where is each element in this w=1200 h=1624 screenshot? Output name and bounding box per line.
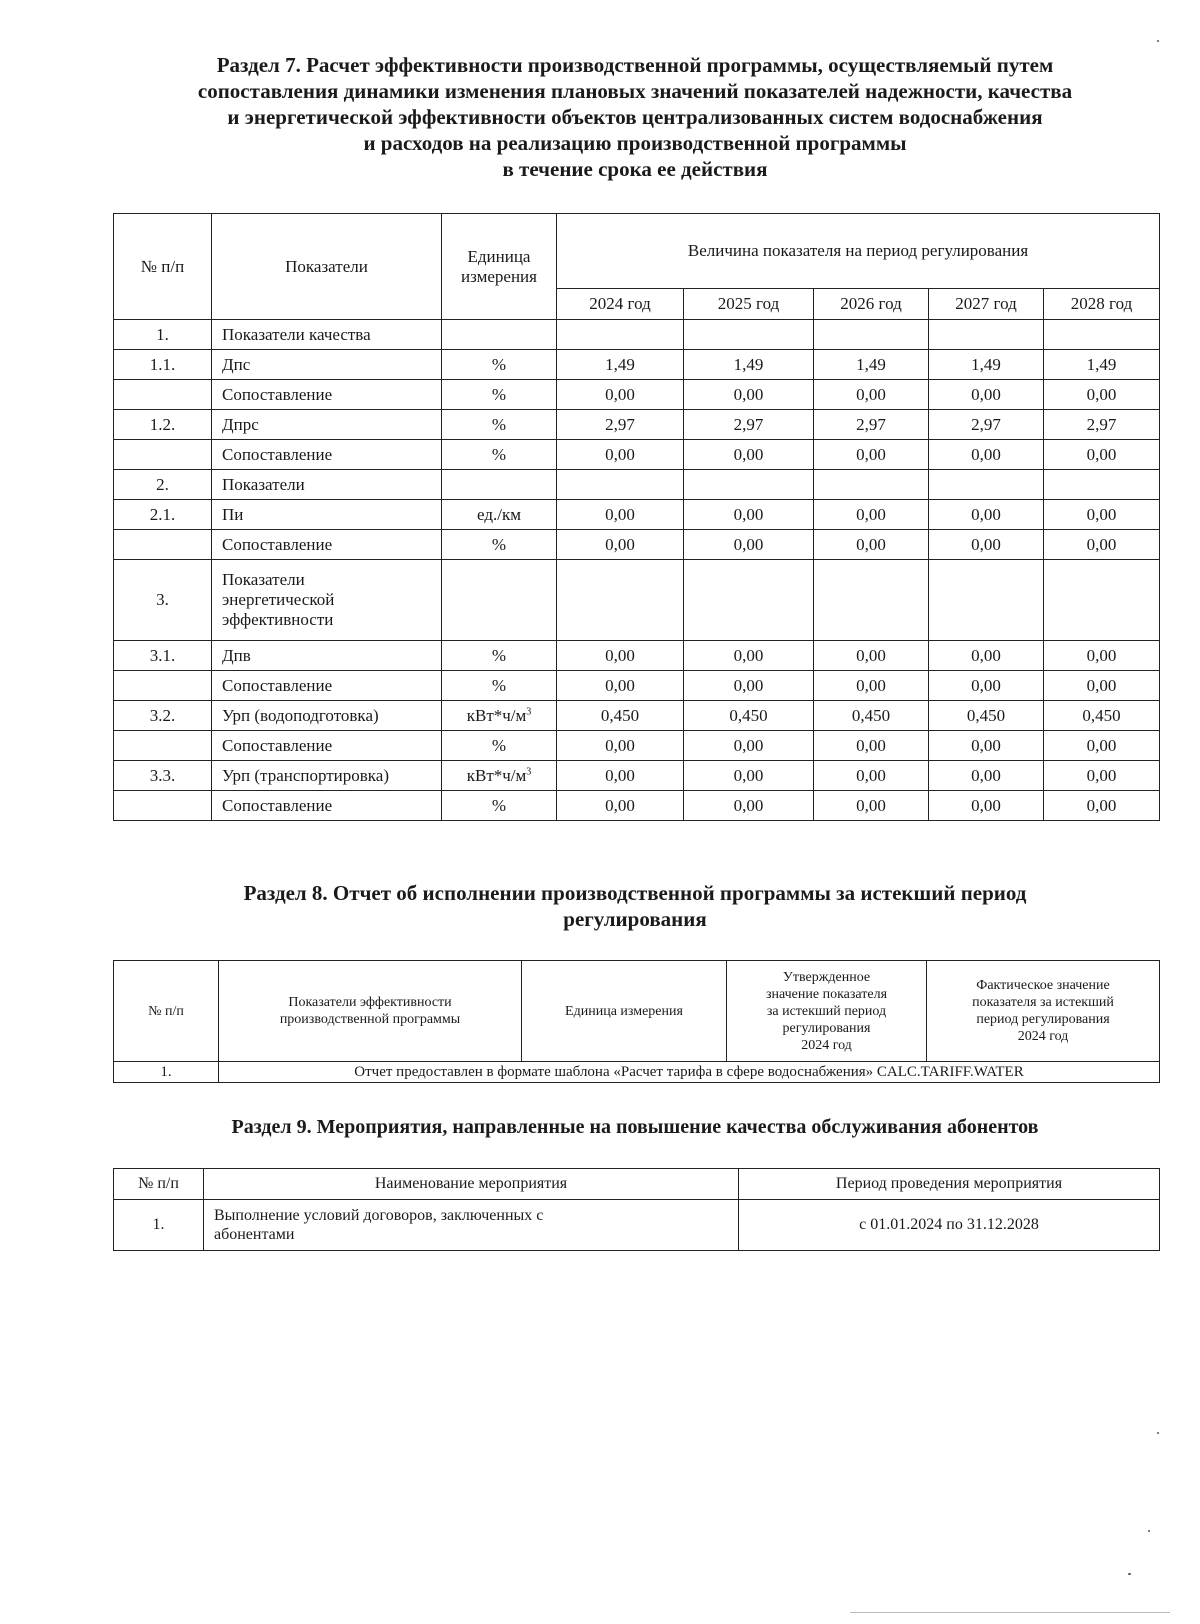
row-value	[1044, 560, 1160, 641]
row-indicator: Урп (водоподготовка)	[212, 701, 442, 731]
row-value: 0,00	[557, 761, 684, 791]
row-value: 0,00	[814, 500, 929, 530]
row-value: 2,97	[929, 410, 1044, 440]
row-num: 3.2.	[114, 701, 212, 731]
row-value: 1,49	[684, 350, 814, 380]
row-value	[929, 320, 1044, 350]
header-indicator: Показатели	[212, 214, 442, 320]
row-indicator-line: энергетической	[222, 590, 335, 609]
header-line: регулирования	[782, 1020, 871, 1036]
efficiency-table-body	[114, 320, 1160, 821]
table-row	[114, 470, 1160, 500]
row-value	[1044, 320, 1160, 350]
row-value	[557, 320, 684, 350]
table-header-row	[114, 1169, 1160, 1200]
row-value: 0,00	[814, 671, 929, 701]
table-row	[114, 410, 1160, 440]
row-value: 0,00	[929, 791, 1044, 821]
row-indicator: Дпс	[212, 350, 442, 380]
row-unit	[442, 560, 557, 641]
table-row	[114, 701, 1160, 731]
row-value: 0,450	[684, 701, 814, 731]
row-value: 1,49	[557, 350, 684, 380]
row-indicator	[212, 560, 442, 641]
header-line: Утвержденное	[782, 969, 871, 985]
row-indicator: Сопоставление	[212, 731, 442, 761]
row-value: 0,00	[929, 440, 1044, 470]
row-value: 0,00	[684, 440, 814, 470]
header-num: № п/п	[114, 214, 212, 320]
table-row	[114, 350, 1160, 380]
row-num	[114, 440, 212, 470]
row-unit: %	[442, 791, 557, 821]
row-value: 0,00	[684, 671, 814, 701]
row-num: 3.1.	[114, 641, 212, 671]
header-num: № п/п	[114, 1169, 204, 1200]
row-value: 0,00	[1044, 530, 1160, 560]
row-indicator: Пи	[212, 500, 442, 530]
section7-title-line: в течение срока ее действия	[502, 157, 768, 181]
table-row	[114, 500, 1160, 530]
section8-title-line: регулирования	[563, 907, 707, 931]
row-value: 0,00	[1044, 440, 1160, 470]
scan-speck	[1128, 1573, 1131, 1575]
row-value: 0,00	[814, 641, 929, 671]
row-value: 0,450	[929, 701, 1044, 731]
row-unit: %	[442, 380, 557, 410]
header-num: № п/п	[114, 961, 219, 1062]
row-value: 0,00	[1044, 671, 1160, 701]
header-year: 2024 год	[557, 289, 684, 320]
row-value: 0,00	[814, 380, 929, 410]
row-value: 0,00	[929, 671, 1044, 701]
row-value	[684, 560, 814, 641]
section9-title-line: Раздел 9. Мероприятия, направленные на повышение качества обслуживания абонентов	[231, 1116, 1039, 1138]
row-unit	[442, 470, 557, 500]
row-unit	[442, 320, 557, 350]
row-value: 2,97	[557, 410, 684, 440]
row-value: 0,450	[814, 701, 929, 731]
row-value: 0,00	[814, 761, 929, 791]
row-value: 0,00	[929, 731, 1044, 761]
row-num	[114, 671, 212, 701]
section7-title-line: и расходов на реализацию производственной программы	[363, 131, 907, 155]
row-value: 1,49	[814, 350, 929, 380]
row-value: 0,00	[557, 530, 684, 560]
row-num	[114, 380, 212, 410]
header-line: значение показателя	[765, 986, 888, 1002]
row-unit: %	[442, 410, 557, 440]
row-indicator: Дпв	[212, 641, 442, 671]
row-unit: %	[442, 671, 557, 701]
header-period: Величина показателя на период регулирования	[557, 214, 1160, 289]
row-num	[114, 791, 212, 821]
row-value: 0,00	[1044, 380, 1160, 410]
row-num: 1.1.	[114, 350, 212, 380]
row-value: 0,00	[1044, 641, 1160, 671]
row-value: 0,450	[1044, 701, 1160, 731]
row-num	[114, 731, 212, 761]
table-row	[114, 1200, 1160, 1251]
section7-title-line: сопоставления динамики изменения плановых значений показателей надежности, качества	[197, 79, 1073, 103]
row-value: 0,00	[814, 440, 929, 470]
row-value: 0,00	[929, 761, 1044, 791]
scan-edge-line	[850, 1612, 1170, 1613]
row-value: 0,450	[557, 701, 684, 731]
section8-title	[110, 880, 1160, 932]
row-indicator: Сопоставление	[212, 530, 442, 560]
row-value	[929, 470, 1044, 500]
row-value: 2,97	[1044, 410, 1160, 440]
row-value	[684, 470, 814, 500]
row-indicator: Урп (транспортировка)	[212, 761, 442, 791]
row-indicator: Показатели	[212, 470, 442, 500]
row-value: 0,00	[557, 641, 684, 671]
row-value: 0,00	[557, 440, 684, 470]
section7-title-line: Раздел 7. Расчет эффективности производственной программы, осуществляемый путем	[216, 53, 1054, 77]
row-indicator: Сопоставление	[212, 440, 442, 470]
row-num: 2.	[114, 470, 212, 500]
row-value: 0,00	[929, 530, 1044, 560]
table-row	[114, 380, 1160, 410]
row-num	[114, 530, 212, 560]
section7-title-line: и энергетической эффективности объектов централизованных систем водоснабжения	[227, 105, 1043, 129]
row-value: 0,00	[557, 671, 684, 701]
row-value: 0,00	[929, 500, 1044, 530]
section9-title	[110, 1114, 1160, 1140]
measure-name-line: Выполнение условий договоров, заключенных с	[214, 1207, 544, 1224]
row-num: 2.1.	[114, 500, 212, 530]
section7-title	[110, 52, 1160, 182]
row-num: 1.	[114, 1062, 219, 1083]
header-line: производственной программы	[279, 1012, 461, 1027]
row-indicator: Дпрс	[212, 410, 442, 440]
table-row	[114, 320, 1160, 350]
row-value: 0,00	[684, 500, 814, 530]
measures-table	[113, 1168, 1160, 1251]
row-value: 0,00	[684, 731, 814, 761]
measure-period: с 01.01.2024 по 31.12.2028	[739, 1200, 1160, 1251]
header-line: Фактическое значение	[976, 978, 1110, 993]
row-unit	[442, 761, 557, 791]
row-unit: %	[442, 440, 557, 470]
scan-speck	[1157, 1432, 1159, 1434]
row-num: 1.	[114, 320, 212, 350]
scan-speck	[1157, 40, 1159, 42]
row-value	[684, 320, 814, 350]
table-header-row	[114, 214, 1160, 289]
row-unit: %	[442, 530, 557, 560]
header-year: 2028 год	[1044, 289, 1160, 320]
row-value: 0,00	[684, 761, 814, 791]
row-num: 1.2.	[114, 410, 212, 440]
row-unit: ед./км	[442, 500, 557, 530]
row-value: 0,00	[684, 791, 814, 821]
header-year: 2025 год	[684, 289, 814, 320]
header-line: период регулирования	[976, 1012, 1110, 1027]
header-period: Период проведения мероприятия	[739, 1169, 1160, 1200]
header-line: показателя за истекший	[972, 995, 1114, 1010]
row-value: 1,49	[929, 350, 1044, 380]
table-row	[114, 1062, 1160, 1083]
header-line: 2024 год	[1017, 1029, 1069, 1044]
header-unit: Единица измерения	[442, 214, 557, 320]
row-value: 0,00	[814, 791, 929, 821]
row-value: 0,00	[557, 380, 684, 410]
row-num: 3.	[114, 560, 212, 641]
row-num: 1.	[114, 1200, 204, 1251]
row-unit-base: кВт*ч/м	[466, 705, 527, 725]
row-value: 0,00	[684, 530, 814, 560]
header-line: Показатели эффективности	[288, 995, 452, 1010]
header-actual	[927, 961, 1160, 1062]
row-num: 3.3.	[114, 761, 212, 791]
table-row	[114, 440, 1160, 470]
report-table	[113, 960, 1160, 1083]
table-row	[114, 671, 1160, 701]
row-unit-sup: 3	[526, 765, 532, 777]
section8-title-line: Раздел 8. Отчет об исполнении производственной программы за истекший период	[243, 881, 1027, 905]
row-indicator: Показатели качества	[212, 320, 442, 350]
table-row	[114, 731, 1160, 761]
row-value: 0,00	[1044, 791, 1160, 821]
header-name: Наименование мероприятия	[204, 1169, 739, 1200]
table-row	[114, 560, 1160, 641]
header-year: 2026 год	[814, 289, 929, 320]
row-value: 2,97	[684, 410, 814, 440]
row-value: 0,00	[557, 791, 684, 821]
row-unit	[442, 701, 557, 731]
scan-speck	[1148, 1530, 1150, 1532]
row-value: 0,00	[557, 731, 684, 761]
table-row	[114, 791, 1160, 821]
row-value: 0,00	[557, 500, 684, 530]
table-row	[114, 530, 1160, 560]
row-indicator: Сопоставление	[212, 380, 442, 410]
row-value	[929, 560, 1044, 641]
row-value	[1044, 470, 1160, 500]
row-indicator-line: эффективности	[222, 610, 334, 629]
row-value: 0,00	[684, 380, 814, 410]
row-unit-sup: 3	[526, 705, 532, 717]
row-unit: %	[442, 731, 557, 761]
row-value: 0,00	[1044, 761, 1160, 791]
row-unit-base: кВт*ч/м	[466, 765, 527, 785]
row-value	[814, 320, 929, 350]
row-value: 0,00	[1044, 500, 1160, 530]
row-value	[814, 470, 929, 500]
row-indicator-line: Показатели	[222, 570, 305, 589]
measure-name-line: абонентами	[214, 1226, 295, 1243]
row-unit: %	[442, 641, 557, 671]
header-unit: Единица измерения	[522, 961, 727, 1062]
header-year: 2027 год	[929, 289, 1044, 320]
row-unit: %	[442, 350, 557, 380]
row-value	[557, 560, 684, 641]
row-value	[814, 560, 929, 641]
report-note: Отчет предоставлен в формате шаблона «Расчет тарифа в сфере водоснабжения» CALC.TARIFF.WATER	[219, 1062, 1160, 1083]
row-value: 1,49	[1044, 350, 1160, 380]
row-indicator: Сопоставление	[212, 671, 442, 701]
row-indicator: Сопоставление	[212, 791, 442, 821]
row-value: 0,00	[929, 380, 1044, 410]
header-indicator	[219, 961, 522, 1062]
header-line: за истекший период	[766, 1003, 887, 1019]
header-line: 2024 год	[801, 1037, 852, 1053]
table-row	[114, 641, 1160, 671]
row-value	[557, 470, 684, 500]
efficiency-table	[113, 213, 1160, 821]
row-value: 0,00	[684, 641, 814, 671]
table-header-row	[114, 961, 1160, 1062]
measure-name	[204, 1200, 739, 1251]
row-value: 0,00	[929, 641, 1044, 671]
row-value: 0,00	[814, 731, 929, 761]
header-approved	[727, 961, 927, 1062]
table-row	[114, 761, 1160, 791]
row-value: 0,00	[814, 530, 929, 560]
row-value: 0,00	[1044, 731, 1160, 761]
row-value: 2,97	[814, 410, 929, 440]
